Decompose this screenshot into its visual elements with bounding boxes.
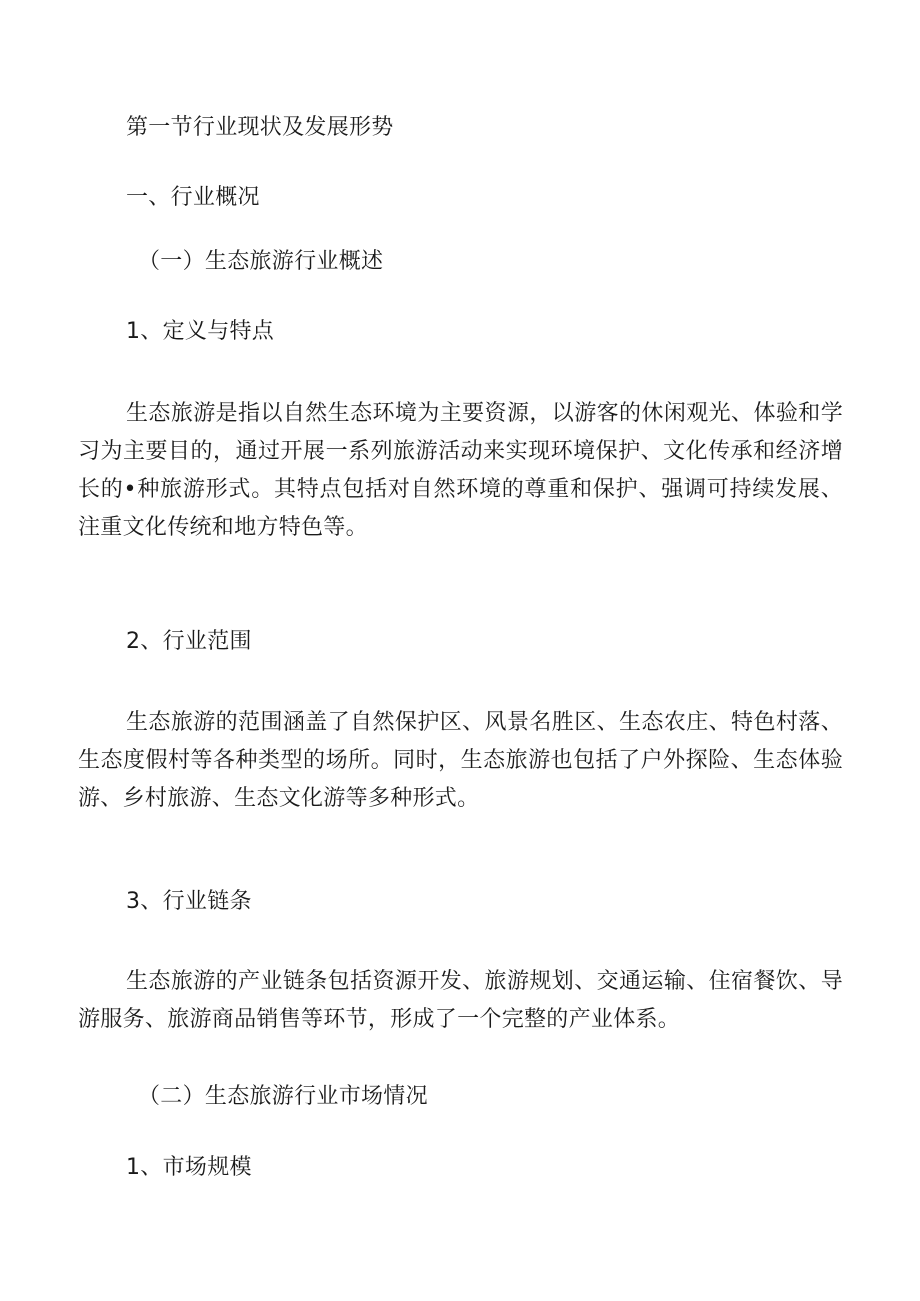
heading-industry-overview: 一、行业概况 [126, 185, 260, 210]
item-market-size-title: 1、市场规模 [126, 1155, 252, 1180]
item-scope-title: 2、行业范围 [126, 629, 252, 654]
subheading-market-situation: （二）生态旅游行业市场情况 [138, 1084, 428, 1109]
subheading-eco-tourism-overview: （一）生态旅游行业概述 [138, 249, 384, 274]
section-title: 第一节行业现状及发展形势 [126, 115, 394, 140]
item-definition-title: 1、定义与特点 [126, 319, 275, 344]
item-chain-body: 生态旅游的产业链条包括资源开发、旅游规划、交通运输、住宿餐饮、导游服务、旅游商品销售等环节，形成了一个完整的产业体系。 [78, 969, 843, 1032]
item-chain-title: 3、行业链条 [126, 889, 252, 914]
item-scope-body: 生态旅游的范围涵盖了自然保护区、风景名胜区、生态农庄、特色村落、生态度假村等各种类型的场所。同时，生态旅游也包括了户外探险、生态体验游、乡村旅游、生态文化游等多种形式。 [78, 710, 843, 811]
item-definition-body: 生态旅游是指以自然生态环境为主要资源，以游客的休闲观光、体验和学习为主要目的，通过开展一系列旅游活动来实现环境保护、文化传承和经济增长的•种旅游形式。其特点包括对自然环境的尊重和保护、强调可持续发展、注重文化传统和地方特色等。 [78, 401, 843, 540]
